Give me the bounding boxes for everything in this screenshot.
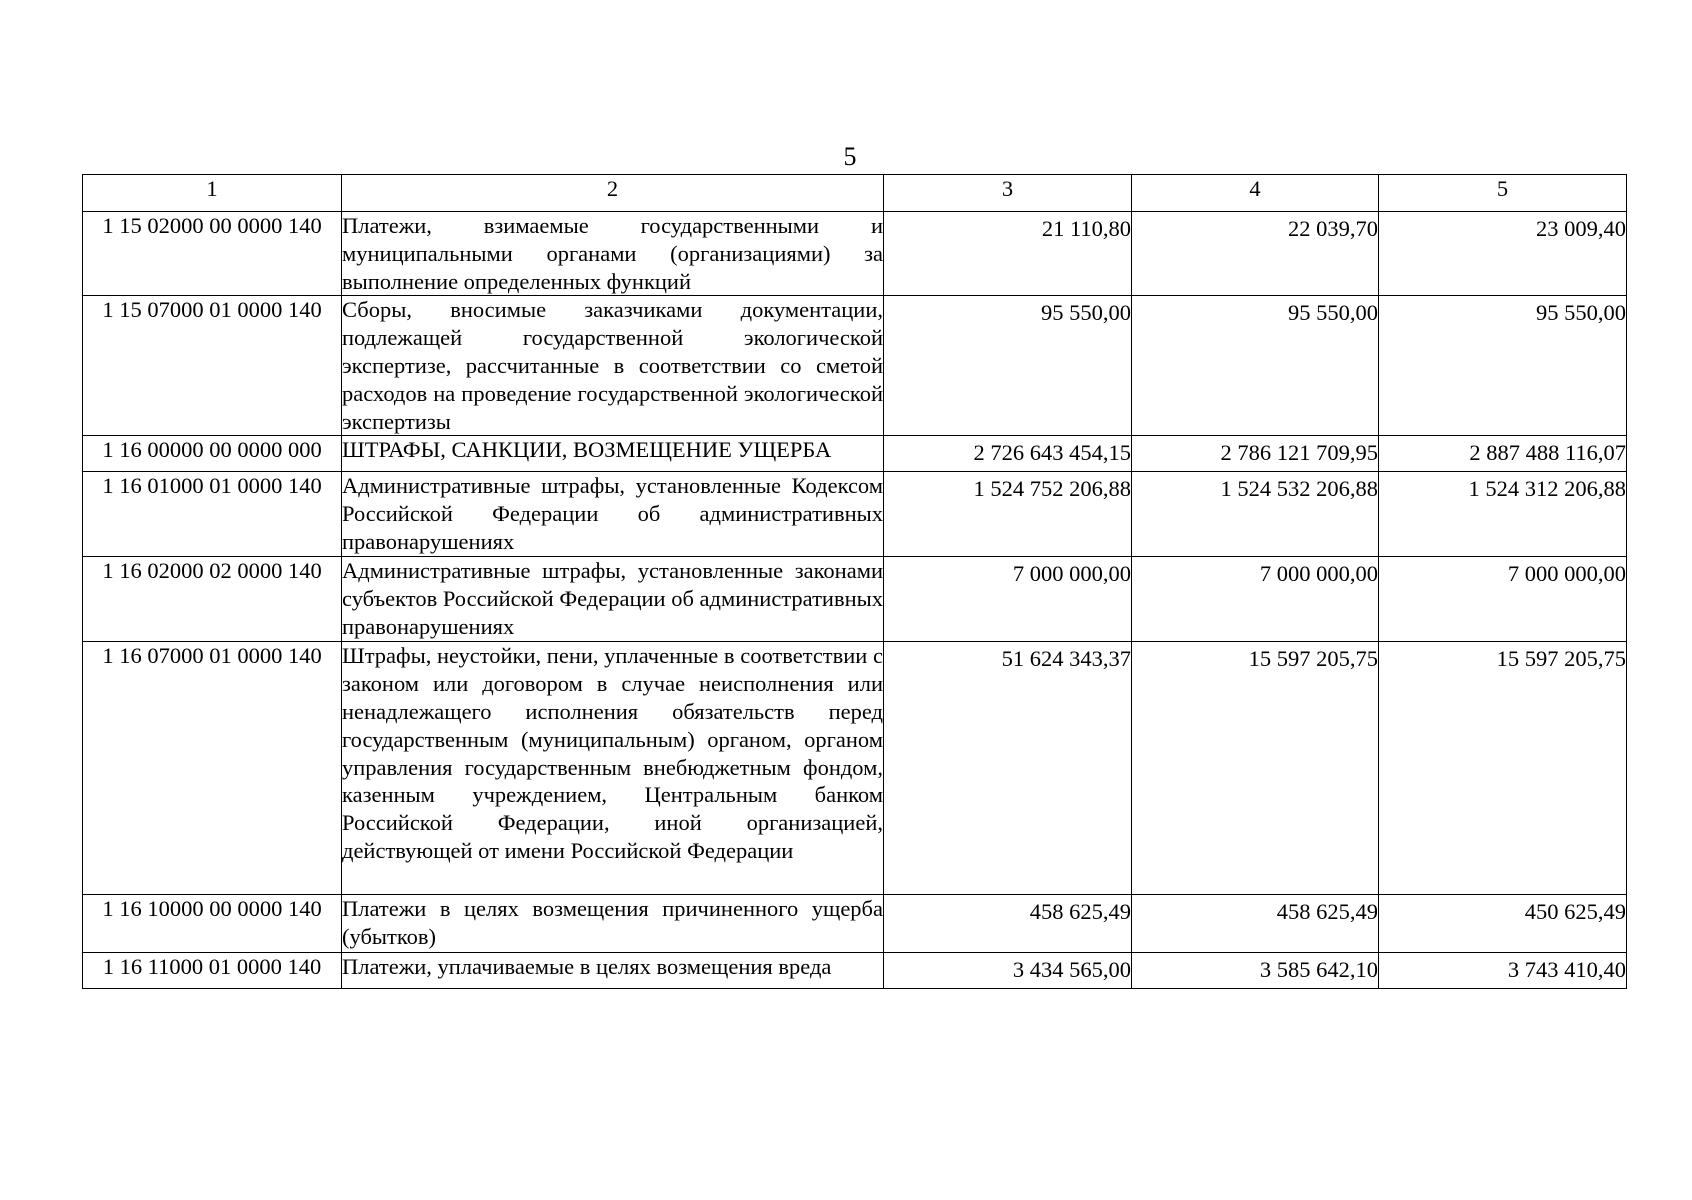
- value-col-4: 458 625,49: [1132, 895, 1379, 953]
- budget-item-name: Платежи в целях возмещения причиненного ущерба (убытков): [342, 895, 884, 953]
- value-col-5: 23 009,40: [1379, 212, 1627, 296]
- table-row: [83, 557, 1627, 642]
- budget-code: 1 16 10000 00 0000 140: [83, 895, 342, 953]
- budget-code: 1 16 02000 02 0000 140: [83, 557, 342, 642]
- table-row: [83, 953, 1627, 989]
- value-col-5: 3 743 410,40: [1379, 953, 1627, 989]
- value-col-5: 15 597 205,75: [1379, 642, 1627, 895]
- value-col-4: 95 550,00: [1132, 296, 1379, 436]
- budget-code: 1 15 02000 00 0000 140: [83, 212, 342, 296]
- budget-item-name: Платежи, уплачиваемые в целях возмещения вреда: [342, 953, 884, 989]
- budget-table: [82, 174, 1627, 989]
- page-number: 5: [843, 142, 857, 171]
- table-row: [83, 212, 1627, 296]
- budget-code: 1 16 11000 01 0000 140: [83, 953, 342, 989]
- value-col-3: 3 434 565,00: [884, 953, 1132, 989]
- budget-code: 1 15 07000 01 0000 140: [83, 296, 342, 436]
- value-col-3: 51 624 343,37: [884, 642, 1132, 895]
- value-col-4: 1 524 532 206,88: [1132, 472, 1379, 557]
- budget-item-name: Платежи, взимаемые государственными и муниципальными органами (организациями) за выполнение определенных функций: [342, 212, 884, 296]
- column-header-1: 1: [83, 175, 342, 212]
- table-row: [83, 895, 1627, 953]
- value-col-3: 95 550,00: [884, 296, 1132, 436]
- budget-code: 1 16 07000 01 0000 140: [83, 642, 342, 895]
- column-header-5: 5: [1379, 175, 1627, 212]
- table-row: [83, 436, 1627, 472]
- value-col-5: 95 550,00: [1379, 296, 1627, 436]
- value-col-3: 2 726 643 454,15: [884, 436, 1132, 472]
- budget-code: 1 16 00000 00 0000 000: [83, 436, 342, 472]
- budget-item-name: Штрафы, неустойки, пени, уплаченные в соответствии с законом или договором в случае неисполнения или ненадлежащего исполнения обязательств перед государственным (муниципальным) органом, органом управления государственным внебюджетным фондом, казенным учреждением, Центральным банком Российской Федерации, иной организацией, действующей от имени Российской Федерации: [342, 642, 884, 895]
- budget-item-name: Административные штрафы, установленные Кодексом Российской Федерации об административных правонарушениях: [342, 472, 884, 557]
- value-col-3: 458 625,49: [884, 895, 1132, 953]
- budget-item-name: Административные штрафы, установленные законами субъектов Российской Федерации об административных правонарушениях: [342, 557, 884, 642]
- value-col-4: 3 585 642,10: [1132, 953, 1379, 989]
- budget-code: 1 16 01000 01 0000 140: [83, 472, 342, 557]
- value-col-4: 22 039,70: [1132, 212, 1379, 296]
- table-row: [83, 642, 1627, 895]
- value-col-4: 2 786 121 709,95: [1132, 436, 1379, 472]
- value-col-5: 7 000 000,00: [1379, 557, 1627, 642]
- column-header-3: 3: [884, 175, 1132, 212]
- value-col-5: 2 887 488 116,07: [1379, 436, 1627, 472]
- column-header-4: 4: [1132, 175, 1379, 212]
- value-col-3: 7 000 000,00: [884, 557, 1132, 642]
- column-header-2: 2: [342, 175, 884, 212]
- table-row: [83, 472, 1627, 557]
- value-col-3: 21 110,80: [884, 212, 1132, 296]
- value-col-4: 15 597 205,75: [1132, 642, 1379, 895]
- budget-item-name: ШТРАФЫ, САНКЦИИ, ВОЗМЕЩЕНИЕ УЩЕРБА: [342, 436, 884, 472]
- table-header-row: [83, 175, 1627, 212]
- value-col-5: 450 625,49: [1379, 895, 1627, 953]
- table-row: [83, 296, 1627, 436]
- value-col-5: 1 524 312 206,88: [1379, 472, 1627, 557]
- value-col-3: 1 524 752 206,88: [884, 472, 1132, 557]
- value-col-4: 7 000 000,00: [1132, 557, 1379, 642]
- budget-item-name: Сборы, вносимые заказчиками документации, подлежащей государственной экологической экспертизе, рассчитанные в соответствии со сметой расходов на проведение государственной экологической экспертизы: [342, 296, 884, 436]
